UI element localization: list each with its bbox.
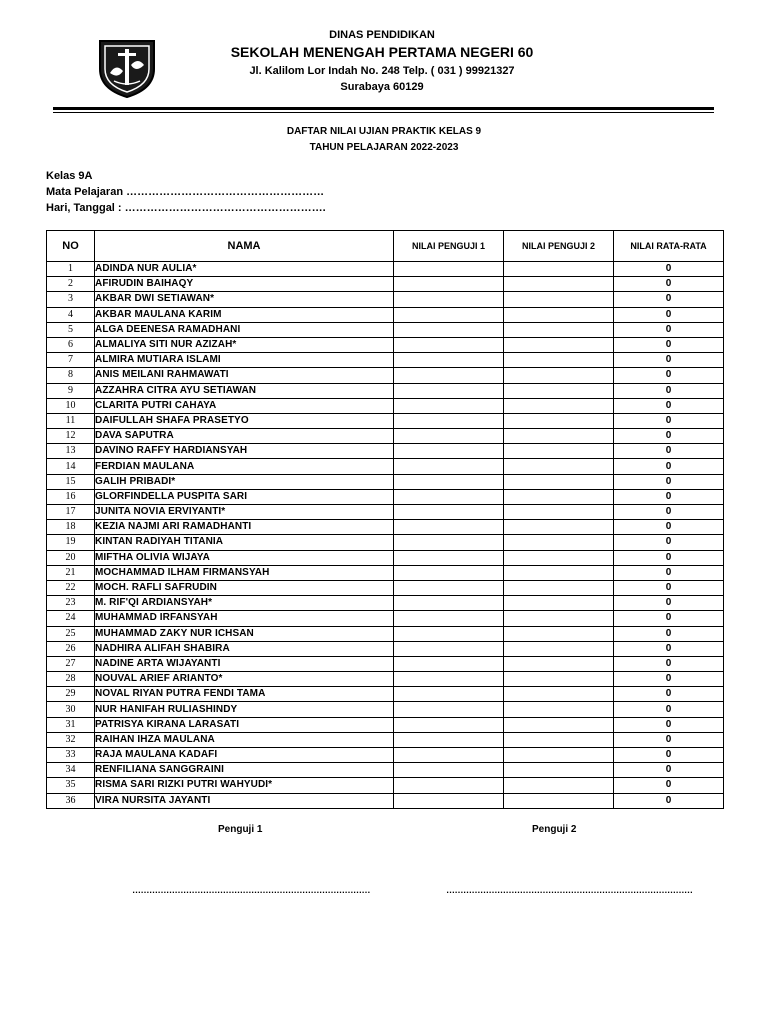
score-average: 0 — [614, 580, 724, 595]
student-name: RAJA MAULANA KADAFI — [95, 748, 394, 763]
header-no: NO — [47, 231, 95, 262]
student-name: RENFILIANA SANGGRAINI — [95, 763, 394, 778]
student-name: NOUVAL ARIEF ARIANTO* — [95, 672, 394, 687]
row-number: 21 — [47, 565, 95, 580]
score-penguji-1 — [394, 474, 504, 489]
table-row — [47, 398, 724, 413]
table-row — [47, 307, 724, 322]
score-penguji-2 — [504, 505, 614, 520]
row-number: 10 — [47, 398, 95, 413]
student-name: AKBAR DWI SETIAWAN* — [95, 292, 394, 307]
student-name: CLARITA PUTRI CAHAYA — [95, 398, 394, 413]
table-row — [47, 672, 724, 687]
grades-table — [46, 230, 724, 809]
score-average: 0 — [614, 702, 724, 717]
table-row — [47, 641, 724, 656]
score-average: 0 — [614, 717, 724, 732]
score-penguji-1 — [394, 383, 504, 398]
score-penguji-1 — [394, 444, 504, 459]
row-number: 1 — [47, 262, 95, 277]
score-average: 0 — [614, 489, 724, 504]
row-number: 6 — [47, 337, 95, 352]
score-penguji-2 — [504, 337, 614, 352]
table-row — [47, 702, 724, 717]
score-penguji-1 — [394, 717, 504, 732]
student-name: ALMALIYA SITI NUR AZIZAH* — [95, 337, 394, 352]
score-average: 0 — [614, 413, 724, 428]
score-penguji-1 — [394, 778, 504, 793]
examiner-1-label: Penguji 1 — [218, 824, 263, 835]
row-number: 23 — [47, 596, 95, 611]
score-penguji-1 — [394, 611, 504, 626]
table-row — [47, 262, 724, 277]
table-row — [47, 353, 724, 368]
score-average: 0 — [614, 596, 724, 611]
table-row — [47, 748, 724, 763]
student-name: JUNITA NOVIA ERVIYANTI* — [95, 505, 394, 520]
score-average: 0 — [614, 732, 724, 747]
score-average: 0 — [614, 535, 724, 550]
score-penguji-2 — [504, 672, 614, 687]
header-nama: NAMA — [95, 231, 394, 262]
school-address: Jl. Kalilom Lor Indah No. 248 Telp. ( 031 ) 99921327 — [249, 65, 515, 77]
row-number: 26 — [47, 641, 95, 656]
score-average: 0 — [614, 778, 724, 793]
score-average: 0 — [614, 429, 724, 444]
row-number: 9 — [47, 383, 95, 398]
examiner-2-signature-line: …………………………………………………………………………… — [446, 885, 693, 895]
score-penguji-1 — [394, 262, 504, 277]
score-average: 0 — [614, 337, 724, 352]
table-row — [47, 520, 724, 535]
score-average: 0 — [614, 474, 724, 489]
row-number: 31 — [47, 717, 95, 732]
row-number: 35 — [47, 778, 95, 793]
score-penguji-2 — [504, 596, 614, 611]
table-row — [47, 292, 724, 307]
class-label: Kelas 9A — [46, 170, 93, 182]
date-label: Hari, Tanggal : ………………………………………………. — [46, 202, 326, 214]
student-name: ALMIRA MUTIARA ISLAMI — [95, 353, 394, 368]
score-penguji-1 — [394, 337, 504, 352]
score-penguji-1 — [394, 398, 504, 413]
student-name: ADINDA NUR AULIA* — [95, 262, 394, 277]
student-name: FERDIAN MAULANA — [95, 459, 394, 474]
score-penguji-2 — [504, 459, 614, 474]
score-penguji-2 — [504, 626, 614, 641]
score-penguji-1 — [394, 292, 504, 307]
score-penguji-2 — [504, 262, 614, 277]
header-rata-rata: NILAI RATA-RATA — [614, 231, 724, 262]
table-row — [47, 778, 724, 793]
row-number: 24 — [47, 611, 95, 626]
student-name: KINTAN RADIYAH TITANIA — [95, 535, 394, 550]
score-average: 0 — [614, 565, 724, 580]
table-row — [47, 793, 724, 808]
score-penguji-2 — [504, 687, 614, 702]
score-average: 0 — [614, 262, 724, 277]
score-penguji-1 — [394, 672, 504, 687]
table-row — [47, 596, 724, 611]
score-average: 0 — [614, 322, 724, 337]
student-name: PATRISYA KIRANA LARASATI — [95, 717, 394, 732]
table-row — [47, 687, 724, 702]
student-name: MOCHAMMAD ILHAM FIRMANSYAH — [95, 565, 394, 580]
student-name: DAVA SAPUTRA — [95, 429, 394, 444]
score-penguji-1 — [394, 763, 504, 778]
score-average: 0 — [614, 626, 724, 641]
table-row — [47, 459, 724, 474]
table-row — [47, 763, 724, 778]
score-penguji-2 — [504, 748, 614, 763]
row-number: 13 — [47, 444, 95, 459]
row-number: 32 — [47, 732, 95, 747]
score-penguji-2 — [504, 307, 614, 322]
row-number: 22 — [47, 580, 95, 595]
score-penguji-2 — [504, 702, 614, 717]
document-title: DAFTAR NILAI UJIAN PRAKTIK KELAS 9 — [286, 126, 482, 137]
surabaya-emblem-icon — [96, 35, 158, 99]
score-penguji-1 — [394, 626, 504, 641]
grades-table-body — [47, 262, 724, 809]
score-penguji-1 — [394, 277, 504, 292]
student-name: M. RIF'QI ARDIANSYAH* — [95, 596, 394, 611]
row-number: 4 — [47, 307, 95, 322]
score-penguji-1 — [394, 353, 504, 368]
score-penguji-2 — [504, 641, 614, 656]
letterhead-divider-thin — [53, 112, 714, 113]
table-row — [47, 732, 724, 747]
row-number: 34 — [47, 763, 95, 778]
score-penguji-1 — [394, 368, 504, 383]
row-number: 29 — [47, 687, 95, 702]
table-row — [47, 413, 724, 428]
letterhead-divider — [53, 107, 714, 110]
score-penguji-1 — [394, 550, 504, 565]
score-penguji-1 — [394, 535, 504, 550]
student-name: ANIS MEILANI RAHMAWATI — [95, 368, 394, 383]
table-row — [47, 489, 724, 504]
score-average: 0 — [614, 793, 724, 808]
score-average: 0 — [614, 505, 724, 520]
student-name: VIRA NURSITA JAYANTI — [95, 793, 394, 808]
score-penguji-1 — [394, 656, 504, 671]
student-name: DAVINO RAFFY HARDIANSYAH — [95, 444, 394, 459]
score-penguji-1 — [394, 429, 504, 444]
score-penguji-1 — [394, 413, 504, 428]
row-number: 36 — [47, 793, 95, 808]
score-penguji-1 — [394, 505, 504, 520]
table-row — [47, 277, 724, 292]
score-average: 0 — [614, 672, 724, 687]
table-row — [47, 656, 724, 671]
row-number: 20 — [47, 550, 95, 565]
student-name: AFIRUDIN BAIHAQY — [95, 277, 394, 292]
row-number: 25 — [47, 626, 95, 641]
row-number: 5 — [47, 322, 95, 337]
score-penguji-1 — [394, 641, 504, 656]
school-name: SEKOLAH MENENGAH PERTAMA NEGERI 60 — [230, 44, 534, 60]
table-row — [47, 565, 724, 580]
score-penguji-2 — [504, 322, 614, 337]
score-penguji-1 — [394, 307, 504, 322]
student-name: MOCH. RAFLI SAFRUDIN — [95, 580, 394, 595]
table-row — [47, 368, 724, 383]
table-row — [47, 474, 724, 489]
examiner-1-signature-line: ………………………………………………………………………… — [132, 885, 370, 895]
table-row — [47, 322, 724, 337]
score-average: 0 — [614, 748, 724, 763]
row-number: 12 — [47, 429, 95, 444]
score-penguji-2 — [504, 550, 614, 565]
student-name: NOVAL RIYAN PUTRA FENDI TAMA — [95, 687, 394, 702]
score-penguji-1 — [394, 596, 504, 611]
score-penguji-2 — [504, 732, 614, 747]
table-row — [47, 535, 724, 550]
row-number: 11 — [47, 413, 95, 428]
score-penguji-1 — [394, 580, 504, 595]
score-penguji-2 — [504, 429, 614, 444]
score-penguji-1 — [394, 793, 504, 808]
table-row — [47, 383, 724, 398]
score-penguji-1 — [394, 489, 504, 504]
score-penguji-2 — [504, 444, 614, 459]
table-row — [47, 337, 724, 352]
row-number: 8 — [47, 368, 95, 383]
score-average: 0 — [614, 459, 724, 474]
score-penguji-1 — [394, 687, 504, 702]
table-header-row — [47, 231, 724, 262]
score-penguji-2 — [504, 489, 614, 504]
score-average: 0 — [614, 292, 724, 307]
score-penguji-2 — [504, 398, 614, 413]
student-name: NUR HANIFAH RULIASHINDY — [95, 702, 394, 717]
row-number: 30 — [47, 702, 95, 717]
school-city: Surabaya 60129 — [340, 81, 424, 93]
table-row — [47, 626, 724, 641]
student-name: RISMA SARI RIZKI PUTRI WAHYUDI* — [95, 778, 394, 793]
row-number: 18 — [47, 520, 95, 535]
student-name: DAIFULLAH SHAFA PRASETYO — [95, 413, 394, 428]
table-row — [47, 611, 724, 626]
table-row — [47, 429, 724, 444]
row-number: 7 — [47, 353, 95, 368]
score-penguji-1 — [394, 459, 504, 474]
row-number: 17 — [47, 505, 95, 520]
score-average: 0 — [614, 611, 724, 626]
score-average: 0 — [614, 763, 724, 778]
header-penguji-1: NILAI PENGUJI 1 — [394, 231, 504, 262]
score-average: 0 — [614, 656, 724, 671]
agency-name: DINAS PENDIDIKAN — [329, 29, 435, 41]
score-penguji-2 — [504, 565, 614, 580]
score-penguji-2 — [504, 656, 614, 671]
score-penguji-2 — [504, 383, 614, 398]
table-row — [47, 444, 724, 459]
score-penguji-2 — [504, 292, 614, 307]
score-penguji-2 — [504, 535, 614, 550]
score-penguji-1 — [394, 520, 504, 535]
score-average: 0 — [614, 444, 724, 459]
subject-label: Mata Pelajaran ……………………………………………… — [46, 186, 325, 198]
table-row — [47, 550, 724, 565]
document-subtitle: TAHUN PELAJARAN 2022-2023 — [309, 142, 459, 153]
row-number: 3 — [47, 292, 95, 307]
score-penguji-2 — [504, 368, 614, 383]
student-name: AZZAHRA CITRA AYU SETIAWAN — [95, 383, 394, 398]
student-name: RAIHAN IHZA MAULANA — [95, 732, 394, 747]
score-penguji-2 — [504, 520, 614, 535]
student-name: MUHAMMAD ZAKY NUR ICHSAN — [95, 626, 394, 641]
score-penguji-2 — [504, 580, 614, 595]
student-name: MIFTHA OLIVIA WIJAYA — [95, 550, 394, 565]
score-penguji-2 — [504, 474, 614, 489]
student-name: AKBAR MAULANA KARIM — [95, 307, 394, 322]
row-number: 19 — [47, 535, 95, 550]
score-average: 0 — [614, 520, 724, 535]
student-name: KEZIA NAJMI ARI RAMADHANTI — [95, 520, 394, 535]
score-average: 0 — [614, 641, 724, 656]
score-penguji-1 — [394, 748, 504, 763]
table-row — [47, 505, 724, 520]
student-name: NADINE ARTA WIJAYANTI — [95, 656, 394, 671]
score-average: 0 — [614, 368, 724, 383]
score-penguji-2 — [504, 763, 614, 778]
student-name: MUHAMMAD IRFANSYAH — [95, 611, 394, 626]
score-penguji-1 — [394, 322, 504, 337]
score-penguji-1 — [394, 702, 504, 717]
row-number: 28 — [47, 672, 95, 687]
score-average: 0 — [614, 550, 724, 565]
score-penguji-1 — [394, 732, 504, 747]
row-number: 15 — [47, 474, 95, 489]
score-penguji-2 — [504, 413, 614, 428]
score-penguji-2 — [504, 793, 614, 808]
student-name: NADHIRA ALIFAH SHABIRA — [95, 641, 394, 656]
score-average: 0 — [614, 687, 724, 702]
student-name: GALIH PRIBADI* — [95, 474, 394, 489]
row-number: 33 — [47, 748, 95, 763]
score-average: 0 — [614, 277, 724, 292]
header-penguji-2: NILAI PENGUJI 2 — [504, 231, 614, 262]
score-penguji-2 — [504, 611, 614, 626]
row-number: 2 — [47, 277, 95, 292]
examiner-2-label: Penguji 2 — [532, 824, 577, 835]
row-number: 16 — [47, 489, 95, 504]
row-number: 14 — [47, 459, 95, 474]
score-penguji-1 — [394, 565, 504, 580]
score-average: 0 — [614, 307, 724, 322]
student-name: ALGA DEENESA RAMADHANI — [95, 322, 394, 337]
score-penguji-2 — [504, 778, 614, 793]
row-number: 27 — [47, 656, 95, 671]
score-penguji-2 — [504, 353, 614, 368]
table-row — [47, 717, 724, 732]
student-name: GLORFINDELLA PUSPITA SARI — [95, 489, 394, 504]
score-average: 0 — [614, 383, 724, 398]
table-row — [47, 580, 724, 595]
score-penguji-2 — [504, 277, 614, 292]
score-average: 0 — [614, 353, 724, 368]
score-penguji-2 — [504, 717, 614, 732]
score-average: 0 — [614, 398, 724, 413]
